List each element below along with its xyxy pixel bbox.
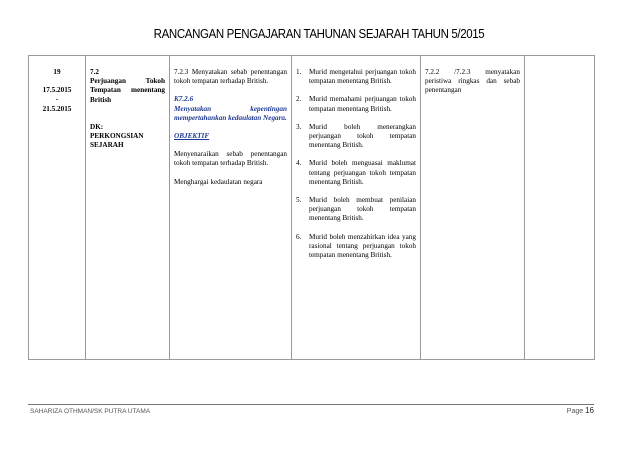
- page-number: 16: [585, 406, 594, 415]
- objektif-heading: OBJEKTIF: [174, 132, 210, 141]
- list-item: 4. Murid boleh menguasai maklumat tentang perjuangan tokoh tempatan menentang British.: [296, 159, 416, 186]
- objektif-2: Menghargai kedaulatan negara: [174, 177, 263, 186]
- page-label: Page: [566, 408, 584, 415]
- standard-cell: [170, 56, 292, 360]
- dk-value: PERKONGSIAN SEJARAH: [90, 132, 144, 150]
- date-to: 21.5.2015: [42, 104, 72, 113]
- date-from: 17.5.2015: [42, 86, 72, 95]
- list-item: 1. Murid mengetahui perjuangan tokoh tempatan menentang British.: [296, 68, 416, 86]
- kv-text: Menyatakan kepentingan mempertahankan kedaulatan Negara.: [174, 104, 287, 122]
- objectives-list: [296, 68, 416, 260]
- topic-title: Perjuangan Tokoh Tempatan menentang British: [90, 77, 165, 104]
- assessment-cell: [421, 56, 525, 360]
- week-cell: [29, 56, 86, 360]
- footer-author: SAHARIZA OTHMAN/SK PUTRA UTAMA: [30, 408, 151, 415]
- dk-label: DK:: [90, 122, 104, 131]
- page-title: RANCANGAN PENGAJARAN TAHUNAN SEJARAH TAHUN 5/2015: [153, 27, 485, 41]
- learning-standard: 7.2.3 Menyatakan sebab penentangan tokoh tempatan terhadap British.: [174, 68, 287, 86]
- table-row: [29, 56, 595, 360]
- list-item: 5. Murid boleh membuat penilaian perjuangan tokoh tempatan menentang British.: [296, 196, 416, 223]
- list-item: 3. Murid boleh menerangkan perjuangan tokoh tempatan menentang British.: [296, 122, 416, 150]
- objektif-1: Menyenaraikan sebab penentangan tokoh tempatan terhadap British.: [174, 150, 287, 168]
- objectives-cell: [292, 56, 421, 360]
- date-separator: -: [55, 95, 59, 104]
- kv-code: K7.2.6: [174, 95, 194, 104]
- week-number: 19: [53, 68, 61, 76]
- list-item: 6. Murid boleh menzahirkan idea yang rasional tentang perjuangan tokoh tempatan menentang British.: [296, 232, 416, 260]
- topic-cell: [86, 56, 170, 360]
- lesson-plan-table: [28, 55, 595, 360]
- notes-cell: [525, 56, 595, 360]
- page-indicator: [567, 406, 594, 415]
- list-item: 2. Murid memahami perjuangan tokoh tempatan menentang British.: [296, 95, 416, 113]
- topic-code: 7.2: [90, 68, 99, 76]
- footer-divider: [28, 404, 594, 405]
- assessment-text: 7.2.2 /7.2.3 menyatakan peristiwa ringkas dan sebab penentangan: [425, 68, 520, 95]
